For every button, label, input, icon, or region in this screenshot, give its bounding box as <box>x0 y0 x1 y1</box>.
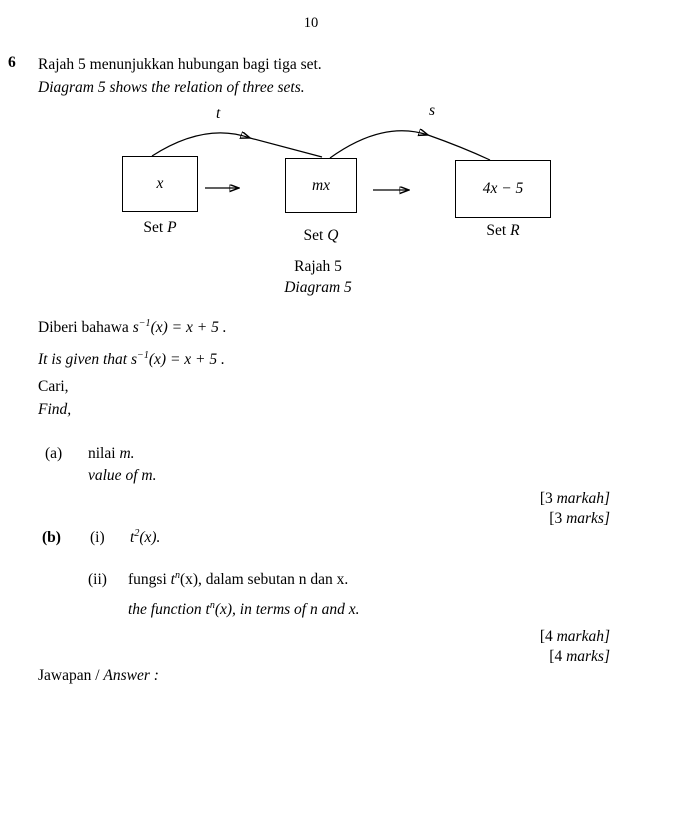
question-body <box>38 318 610 686</box>
part-a-malay: nilai m. <box>88 445 135 462</box>
marks-english: [3 marks] <box>549 509 610 527</box>
function-label-s: s <box>429 102 436 119</box>
nth-function-expression: $t^n$ <box>170 570 180 588</box>
part-a-label: (a) <box>45 445 63 462</box>
caption-malay: Rajah 5 <box>294 258 342 275</box>
part-b-ii-label: (ii) <box>88 571 107 588</box>
marks-malay: [4 markah] <box>539 628 610 645</box>
set-r-element: 4x − 5 <box>482 180 524 197</box>
arc-t <box>152 133 250 156</box>
part-b-ii-malay: fungsi $t^n(x)$, dalam sebutan n dan x. <box>128 570 349 588</box>
given-english: It is given that $s^{-1}(x) = x + 5$ . <box>38 350 225 368</box>
inverse-function-expression: $s^{-1}(x) = x + 5$ . <box>132 318 227 336</box>
superscript: −1 <box>137 350 149 361</box>
set-p-box <box>122 156 198 212</box>
superscript: 2 <box>134 528 140 539</box>
relation-diagram <box>0 100 697 250</box>
caption-english: Diagram 5 <box>284 279 352 296</box>
find-malay: Cari, <box>38 378 69 395</box>
marks-english: [4 marks] <box>549 647 610 665</box>
set-r-label: Set R <box>486 222 520 239</box>
marks-malay: [3 markah] <box>539 490 610 507</box>
arc-s <box>330 131 428 158</box>
superscript: n <box>209 600 215 611</box>
set-p-label: Set P <box>143 219 177 236</box>
question-block <box>8 53 322 99</box>
given-malay: Diberi bahawa $s^{-1}(x) = x + 5$ . <box>38 318 227 336</box>
set-q-element: mx <box>311 176 331 194</box>
nth-function-expression: $t^n$ <box>205 600 215 618</box>
set-q-box <box>285 158 357 213</box>
set-r-box <box>455 160 551 218</box>
arc-s-tail <box>428 135 490 160</box>
part-b-i-label: (i) <box>90 529 105 546</box>
part-a-english: value of m. <box>88 467 157 484</box>
part-b-marks <box>38 627 610 666</box>
superscript: −1 <box>138 318 151 329</box>
part-b-ii-english: the function $t^n(x)$, in terms of n and x. <box>128 600 360 618</box>
answer-label: Jawapan / Answer : <box>38 667 159 684</box>
question-intro-malay: Rajah 5 menunjukkan hubungan bagi tiga set. <box>38 56 322 73</box>
set-q-label: Set Q <box>303 227 339 244</box>
part-b-i <box>38 528 610 548</box>
part-b-i-expression: $t^2(x)$. <box>130 528 161 546</box>
superscript: n <box>174 570 180 581</box>
inverse-function-expression: $s^{-1}(x) = x + 5$ . <box>131 350 225 368</box>
page-number: 10 <box>303 15 319 31</box>
part-a-text <box>88 444 156 486</box>
question-number: 6 <box>8 54 16 71</box>
part-b-label: (b) <box>42 529 61 546</box>
part-a <box>38 444 610 486</box>
question-intro-english: Diagram 5 shows the relation of three sets. <box>38 79 305 96</box>
part-b-ii-text <box>128 570 359 620</box>
set-p-element: x <box>156 175 164 192</box>
find-english: Find, <box>38 401 72 418</box>
function-label-t: t <box>216 105 221 122</box>
question-intro <box>38 53 322 99</box>
diagram-caption <box>0 256 636 298</box>
part-a-marks <box>38 489 610 528</box>
part-b-ii <box>38 570 610 620</box>
arc-t-tail <box>250 138 322 157</box>
